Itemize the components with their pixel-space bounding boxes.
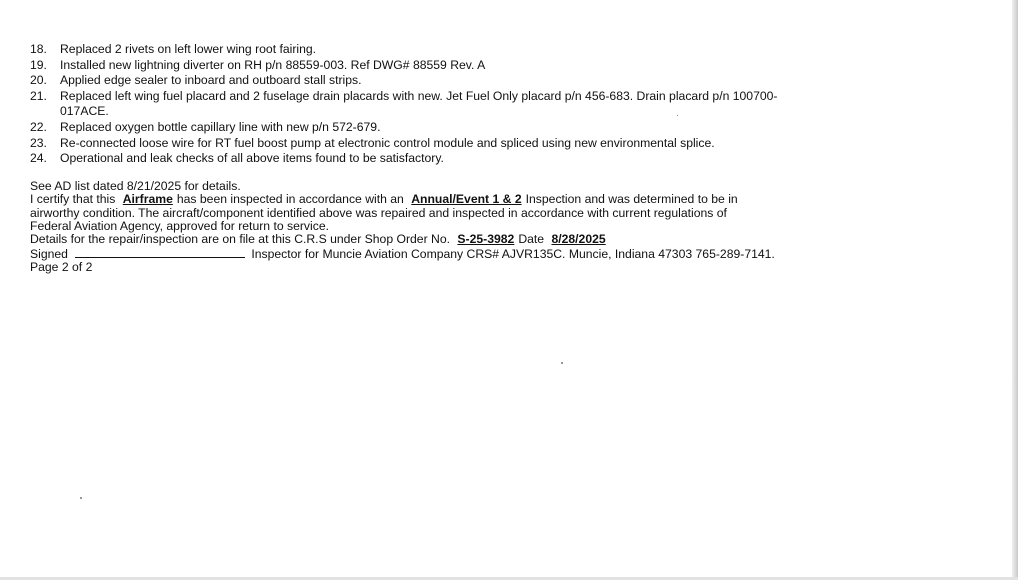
item-number: 21. xyxy=(30,88,47,103)
item-text: Operational and leak checks of all above items found to be satisfactory. xyxy=(60,151,444,166)
certify-suffix: Inspection and was determined to be in xyxy=(525,192,738,207)
item-number: 22. xyxy=(30,119,47,134)
work-items-list xyxy=(30,42,990,167)
page-number: Page 2 of 2 xyxy=(30,260,93,275)
certification-line-3: Federal Aviation Agency, approved for return to service. xyxy=(30,218,329,233)
scan-speck xyxy=(80,497,82,499)
certification-line-2: airworthy condition. The aircraft/component identified above was repaired and inspected in accordance with current regulations of xyxy=(30,205,727,220)
page-edge-shadow xyxy=(1012,0,1018,580)
inspection-type-field: Annual/Event 1 & 2 xyxy=(411,192,522,207)
item-text: Replaced left wing fuel placard and 2 fuselage drain placards with new. Jet Fuel Only placard p/n 456-683. Drain placard p/n 100700-017ACE. xyxy=(60,88,778,119)
certification-block xyxy=(30,180,990,275)
list-item xyxy=(30,120,990,136)
item-text: Installed new lightning diverter on RH p/n 88559-003. Ref DWG# 88559 Rev. A xyxy=(60,57,486,72)
item-number: 23. xyxy=(30,135,47,150)
signature-line xyxy=(30,247,990,261)
scan-speck xyxy=(677,115,678,116)
list-item xyxy=(30,58,990,74)
ad-note: See AD list dated 8/21/2025 for details. xyxy=(30,178,241,193)
item-text: Applied edge sealer to inboard and outboard stall strips. xyxy=(60,73,362,88)
list-item xyxy=(30,151,990,167)
item-text: Replaced oxygen bottle capillary line with new p/n 572-679. xyxy=(60,119,381,134)
work-order-continuation xyxy=(30,42,990,275)
certification-line-1 xyxy=(30,193,990,206)
certify-middle: has been inspected in accordance with an xyxy=(176,192,408,207)
list-item xyxy=(30,89,990,120)
details-line xyxy=(30,233,990,246)
item-number: 19. xyxy=(30,57,47,72)
item-number: 24. xyxy=(30,151,47,166)
item-type-field: Airframe xyxy=(122,192,173,207)
scan-speck xyxy=(561,362,563,364)
item-number: 18. xyxy=(30,42,47,56)
shop-order-field: S-25-3982 xyxy=(457,232,515,247)
list-item xyxy=(30,73,990,89)
item-number: 20. xyxy=(30,73,47,88)
date-label: Date xyxy=(518,232,548,247)
item-text: Replaced 2 rivets on left lower wing root fairing. xyxy=(60,42,317,56)
signature-blank xyxy=(75,247,245,258)
list-item xyxy=(30,136,990,152)
signed-label: Signed xyxy=(30,246,72,261)
list-item xyxy=(30,42,990,58)
inspector-text: Inspector for Muncie Aviation Company CRS# AJVR135C. Muncie, Indiana 47303 765-289-7141. xyxy=(251,246,775,261)
details-prefix: Details for the repair/inspection are on file at this C.R.S under Shop Order No. xyxy=(30,232,454,247)
certify-prefix: I certify that this xyxy=(30,192,119,207)
item-text: Re-connected loose wire for RT fuel boost pump at electronic control module and spliced using new environmental splice. xyxy=(60,135,715,150)
date-field: 8/28/2025 xyxy=(551,232,606,247)
